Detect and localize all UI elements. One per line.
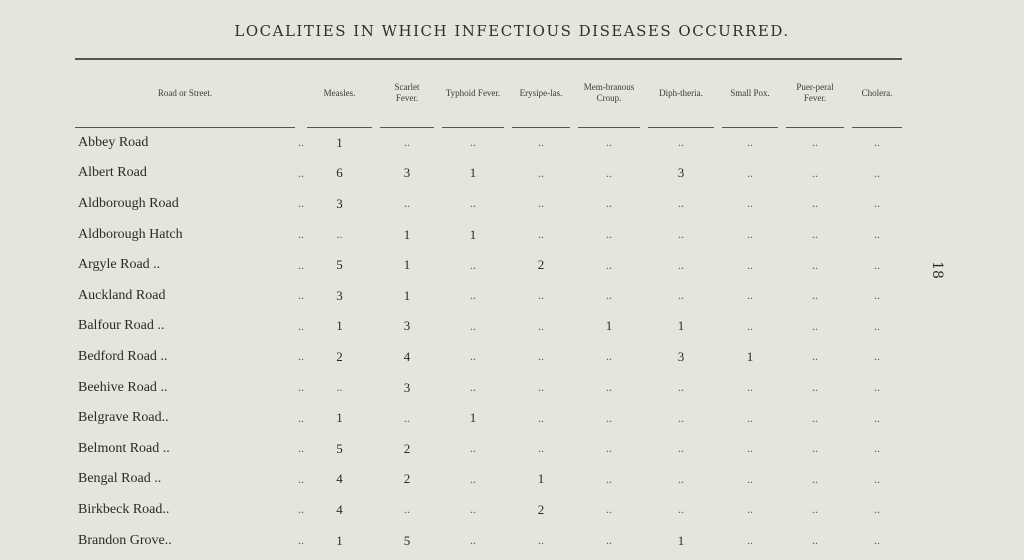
leader-dots-cell: ..	[298, 533, 304, 548]
column-gap	[434, 342, 442, 373]
typhoid-cell: ..	[470, 135, 476, 150]
croup-cell: ..	[606, 410, 612, 425]
column-gap	[778, 311, 786, 342]
smallpox-cell: ..	[747, 502, 753, 517]
cholera-cell: ..	[874, 257, 880, 272]
road-name-cell: Aldborough Hatch	[78, 226, 183, 242]
column-gap	[504, 127, 512, 158]
measles-cell: ..	[336, 227, 343, 242]
cholera-cell: ..	[874, 502, 880, 517]
column-gap	[714, 250, 722, 281]
scarlet-cell: 3	[403, 165, 411, 181]
smallpox-cell: ..	[747, 257, 753, 272]
typhoid-cell: ..	[470, 349, 476, 364]
erysipelas-cell: ..	[538, 135, 544, 150]
smallpox-cell: ..	[747, 165, 753, 180]
column-gap	[640, 158, 648, 189]
cholera-cell: ..	[874, 349, 880, 364]
measles-cell: 4	[336, 471, 343, 487]
typhoid-cell: ..	[470, 380, 476, 395]
column-gap	[640, 433, 648, 464]
leader-dots-cell: ..	[298, 318, 304, 333]
table-row	[75, 372, 902, 403]
puerperal-cell: ..	[812, 471, 818, 486]
puerperal-cell: ..	[812, 257, 818, 272]
typhoid-cell: 1	[469, 226, 477, 242]
typhoid-cell: ..	[470, 471, 476, 486]
diphtheria-cell: ..	[678, 502, 684, 517]
scarlet-cell: 2	[403, 440, 411, 456]
column-gap	[714, 433, 722, 464]
table-row	[75, 127, 902, 158]
column-gap	[844, 280, 852, 311]
column-gap	[640, 280, 648, 311]
column-gap	[372, 219, 380, 250]
erysipelas-cell: ..	[538, 349, 544, 364]
erysipelas-cell: ..	[538, 318, 544, 333]
header-cholera: Cholera.	[852, 59, 902, 127]
column-gap	[372, 372, 380, 403]
column-gap	[844, 127, 852, 158]
leader-dots-cell: ..	[298, 380, 304, 395]
cholera-cell: ..	[874, 533, 880, 548]
cholera-cell: ..	[874, 165, 880, 180]
column-gap	[844, 311, 852, 342]
table-row	[75, 219, 902, 250]
column-gap	[778, 250, 786, 281]
column-gap	[372, 433, 380, 464]
header-road: Road or Street.	[75, 59, 295, 127]
header-small-pox: Small Pox.	[722, 59, 778, 127]
column-gap	[778, 403, 786, 434]
erysipelas-cell: ..	[538, 410, 544, 425]
column-gap	[372, 280, 380, 311]
table-row	[75, 403, 902, 434]
column-gap	[640, 250, 648, 281]
header-typhoid-fever: Typhoid Fever.	[442, 59, 504, 127]
smallpox-cell: ..	[747, 471, 753, 486]
puerperal-cell: ..	[812, 227, 818, 242]
column-gap	[844, 464, 852, 495]
column-gap	[714, 219, 722, 250]
puerperal-cell: ..	[812, 349, 818, 364]
road-name-cell: Belmont Road ..	[78, 440, 170, 456]
smallpox-cell: ..	[747, 196, 753, 211]
leader-dots-cell: ..	[298, 288, 304, 303]
puerperal-cell: ..	[812, 502, 818, 517]
leader-dots-cell: ..	[298, 257, 304, 272]
cholera-cell: ..	[874, 380, 880, 395]
column-gap	[714, 495, 722, 526]
column-gap	[372, 250, 380, 281]
column-gap	[504, 403, 512, 434]
diphtheria-cell: ..	[678, 380, 684, 395]
puerperal-cell: ..	[812, 288, 818, 303]
column-gap	[640, 189, 648, 220]
diphtheria-cell: ..	[678, 410, 684, 425]
header-puerperal-fever: Puer-peral Fever.	[786, 59, 844, 127]
column-gap	[778, 158, 786, 189]
table-header-row	[75, 59, 902, 127]
road-name-cell: Auckland Road	[78, 287, 166, 303]
diphtheria-cell: ..	[678, 196, 684, 211]
puerperal-cell: ..	[812, 165, 818, 180]
measles-cell: 1	[336, 134, 343, 150]
column-gap	[570, 372, 578, 403]
erysipelas-cell: ..	[538, 533, 544, 548]
column-gap	[372, 464, 380, 495]
column-gap	[504, 433, 512, 464]
croup-cell: ..	[606, 471, 612, 486]
measles-cell: 3	[336, 287, 343, 303]
header-measles: Measles.	[307, 59, 372, 127]
cholera-cell: ..	[874, 441, 880, 456]
scarlet-cell: 1	[403, 226, 411, 242]
page-title: LOCALITIES IN WHICH INFECTIOUS DISEASES OCCURRED.	[234, 22, 790, 40]
diphtheria-cell: 3	[677, 348, 685, 364]
column-gap	[504, 189, 512, 220]
road-name-cell: Brandon Grove..	[78, 532, 172, 548]
road-name-cell: Abbey Road	[78, 134, 149, 150]
puerperal-cell: ..	[812, 135, 818, 150]
column-gap	[714, 158, 722, 189]
cholera-cell: ..	[874, 410, 880, 425]
puerperal-cell: ..	[812, 410, 818, 425]
road-name-cell: Belgrave Road..	[78, 410, 169, 426]
scarlet-cell: 1	[403, 257, 411, 273]
typhoid-cell: ..	[470, 196, 476, 211]
column-gap	[504, 250, 512, 281]
header-erysipelas: Erysipe-las.	[512, 59, 570, 127]
measles-cell: 1	[336, 410, 343, 426]
column-gap	[714, 280, 722, 311]
diphtheria-cell: ..	[678, 227, 684, 242]
erysipelas-cell: ..	[538, 196, 544, 211]
erysipelas-cell: ..	[538, 380, 544, 395]
road-name-cell: Argyle Road ..	[78, 257, 161, 273]
croup-cell: ..	[606, 349, 612, 364]
erysipelas-cell: 1	[537, 471, 545, 487]
column-gap	[570, 250, 578, 281]
column-gap	[570, 280, 578, 311]
diphtheria-cell: ..	[678, 257, 684, 272]
column-gap	[434, 372, 442, 403]
column-gap	[570, 219, 578, 250]
scarlet-cell: 3	[403, 318, 411, 334]
column-gap	[434, 433, 442, 464]
column-gap	[570, 189, 578, 220]
column-gap	[570, 525, 578, 556]
cholera-cell: ..	[874, 135, 880, 150]
diphtheria-cell: ..	[678, 471, 684, 486]
column-gap	[640, 311, 648, 342]
table-row	[75, 495, 902, 526]
column-gap	[778, 495, 786, 526]
column-gap	[714, 372, 722, 403]
scarlet-cell: 3	[403, 379, 411, 395]
column-gap	[714, 342, 722, 373]
page-number: 18	[928, 261, 945, 279]
cholera-cell: ..	[874, 288, 880, 303]
typhoid-cell: ..	[470, 257, 476, 272]
leader-dots-cell: ..	[298, 165, 304, 180]
measles-cell: ..	[336, 380, 343, 395]
column-gap	[778, 525, 786, 556]
column-gap	[504, 372, 512, 403]
column-gap	[714, 403, 722, 434]
diseases-table	[75, 58, 902, 556]
smallpox-cell: 1	[746, 348, 754, 364]
column-gap	[434, 219, 442, 250]
puerperal-cell: ..	[812, 533, 818, 548]
column-gap	[372, 403, 380, 434]
smallpox-cell: ..	[747, 533, 753, 548]
road-name-cell: Albert Road	[78, 165, 147, 181]
column-gap	[778, 342, 786, 373]
leader-dots-cell: ..	[298, 471, 304, 486]
smallpox-cell: ..	[747, 288, 753, 303]
column-gap	[504, 342, 512, 373]
scarlet-cell: ..	[404, 502, 410, 517]
column-gap	[504, 311, 512, 342]
column-gap	[434, 189, 442, 220]
column-gap	[778, 280, 786, 311]
column-gap	[640, 495, 648, 526]
diphtheria-cell: 3	[677, 165, 685, 181]
column-gap	[640, 403, 648, 434]
column-gap	[844, 403, 852, 434]
column-gap	[504, 525, 512, 556]
measles-cell: 6	[336, 165, 343, 181]
typhoid-cell: 1	[469, 165, 477, 181]
column-gap	[844, 372, 852, 403]
typhoid-cell: ..	[470, 533, 476, 548]
table-row	[75, 311, 902, 342]
typhoid-cell: ..	[470, 318, 476, 333]
croup-cell: ..	[606, 441, 612, 456]
cholera-cell: ..	[874, 471, 880, 486]
typhoid-cell: ..	[470, 441, 476, 456]
column-gap	[640, 525, 648, 556]
column-gap	[844, 250, 852, 281]
column-gap	[714, 525, 722, 556]
table-row	[75, 464, 902, 495]
table-row	[75, 433, 902, 464]
column-gap	[570, 495, 578, 526]
croup-cell: ..	[606, 288, 612, 303]
croup-cell: ..	[606, 135, 612, 150]
column-gap	[640, 219, 648, 250]
road-name-cell: Balfour Road ..	[78, 318, 165, 334]
column-gap	[778, 127, 786, 158]
column-gap	[372, 495, 380, 526]
column-gap	[434, 280, 442, 311]
typhoid-cell: ..	[470, 288, 476, 303]
road-name-cell: Bengal Road ..	[78, 471, 162, 487]
column-gap	[570, 127, 578, 158]
leader-dots-cell: ..	[298, 410, 304, 425]
erysipelas-cell: 2	[537, 257, 545, 273]
erysipelas-cell: 2	[537, 501, 545, 517]
smallpox-cell: ..	[747, 318, 753, 333]
column-gap	[372, 127, 380, 158]
column-gap	[504, 495, 512, 526]
croup-cell: ..	[606, 380, 612, 395]
column-gap	[844, 433, 852, 464]
table-row	[75, 280, 902, 311]
leader-dots-cell: ..	[298, 196, 304, 211]
column-gap	[434, 464, 442, 495]
table-row	[75, 250, 902, 281]
column-gap	[434, 525, 442, 556]
road-name-cell: Aldborough Road	[78, 195, 179, 211]
erysipelas-cell: ..	[538, 165, 544, 180]
column-gap	[570, 403, 578, 434]
measles-cell: 1	[336, 318, 343, 334]
column-gap	[570, 311, 578, 342]
column-gap	[504, 280, 512, 311]
column-gap	[570, 433, 578, 464]
scarlet-cell: ..	[404, 410, 410, 425]
measles-cell: 4	[336, 501, 343, 517]
diphtheria-cell: ..	[678, 441, 684, 456]
column-gap	[714, 127, 722, 158]
croup-cell: ..	[606, 533, 612, 548]
table-row	[75, 342, 902, 373]
puerperal-cell: ..	[812, 318, 818, 333]
column-gap	[372, 189, 380, 220]
scarlet-cell: 2	[403, 471, 411, 487]
puerperal-cell: ..	[812, 441, 818, 456]
column-gap	[640, 127, 648, 158]
table-row	[75, 158, 902, 189]
column-gap	[844, 219, 852, 250]
diphtheria-cell: 1	[677, 318, 685, 334]
croup-cell: ..	[606, 502, 612, 517]
column-gap	[372, 342, 380, 373]
column-gap	[844, 525, 852, 556]
leader-dots-cell: ..	[298, 349, 304, 364]
puerperal-cell: ..	[812, 196, 818, 211]
column-gap	[434, 127, 442, 158]
road-name-cell: Bedford Road ..	[78, 348, 168, 364]
typhoid-cell: 1	[469, 410, 477, 426]
column-gap	[504, 219, 512, 250]
smallpox-cell: ..	[747, 135, 753, 150]
cholera-cell: ..	[874, 318, 880, 333]
scarlet-cell: ..	[404, 135, 410, 150]
measles-cell: 3	[336, 195, 343, 211]
croup-cell: ..	[606, 257, 612, 272]
smallpox-cell: ..	[747, 441, 753, 456]
road-name-cell: Birkbeck Road..	[78, 501, 170, 517]
erysipelas-cell: ..	[538, 227, 544, 242]
column-gap	[504, 158, 512, 189]
smallpox-cell: ..	[747, 227, 753, 242]
leader-dots-cell: ..	[298, 135, 304, 150]
column-gap	[640, 342, 648, 373]
measles-cell: 5	[336, 440, 343, 456]
column-gap	[844, 342, 852, 373]
column-gap	[570, 464, 578, 495]
header-diphtheria: Diph-theria.	[648, 59, 714, 127]
column-gap	[844, 158, 852, 189]
table-row	[75, 189, 902, 220]
erysipelas-cell: ..	[538, 288, 544, 303]
column-gap	[778, 433, 786, 464]
measles-cell: 2	[336, 348, 343, 364]
column-gap	[434, 250, 442, 281]
column-gap	[504, 464, 512, 495]
header-membranous-croup: Mem-branous Croup.	[578, 59, 640, 127]
column-gap	[434, 158, 442, 189]
erysipelas-cell: ..	[538, 441, 544, 456]
leader-dots-cell: ..	[298, 502, 304, 517]
column-gap	[570, 158, 578, 189]
cholera-cell: ..	[874, 227, 880, 242]
leader-dots-cell: ..	[298, 227, 304, 242]
column-gap	[570, 342, 578, 373]
scarlet-cell: ..	[404, 196, 410, 211]
measles-cell: 1	[336, 532, 343, 548]
scarlet-cell: 5	[403, 532, 411, 548]
column-gap	[778, 372, 786, 403]
scarlet-cell: 4	[403, 348, 411, 364]
croup-cell: ..	[606, 227, 612, 242]
smallpox-cell: ..	[747, 410, 753, 425]
cholera-cell: ..	[874, 196, 880, 211]
smallpox-cell: ..	[747, 380, 753, 395]
croup-cell: ..	[606, 165, 612, 180]
diphtheria-cell: ..	[678, 135, 684, 150]
column-gap	[434, 311, 442, 342]
column-gap	[372, 311, 380, 342]
column-gap	[434, 495, 442, 526]
puerperal-cell: ..	[812, 380, 818, 395]
column-gap	[714, 311, 722, 342]
scarlet-cell: 1	[403, 287, 411, 303]
diphtheria-cell: 1	[677, 532, 685, 548]
column-gap	[844, 495, 852, 526]
table-row	[75, 525, 902, 556]
column-gap	[640, 464, 648, 495]
diphtheria-cell: ..	[678, 288, 684, 303]
column-gap	[778, 219, 786, 250]
leader-dots-cell: ..	[298, 441, 304, 456]
column-gap	[714, 189, 722, 220]
column-gap	[640, 372, 648, 403]
header-scarlet-fever: Scarlet Fever.	[380, 59, 434, 127]
column-gap	[778, 464, 786, 495]
croup-cell: ..	[606, 196, 612, 211]
column-gap	[714, 464, 722, 495]
croup-cell: 1	[605, 318, 613, 334]
column-gap	[778, 189, 786, 220]
column-gap	[434, 403, 442, 434]
typhoid-cell: ..	[470, 502, 476, 517]
road-name-cell: Beehive Road ..	[78, 379, 168, 395]
measles-cell: 5	[336, 257, 343, 273]
column-gap	[372, 525, 380, 556]
column-gap	[372, 158, 380, 189]
column-gap	[844, 189, 852, 220]
